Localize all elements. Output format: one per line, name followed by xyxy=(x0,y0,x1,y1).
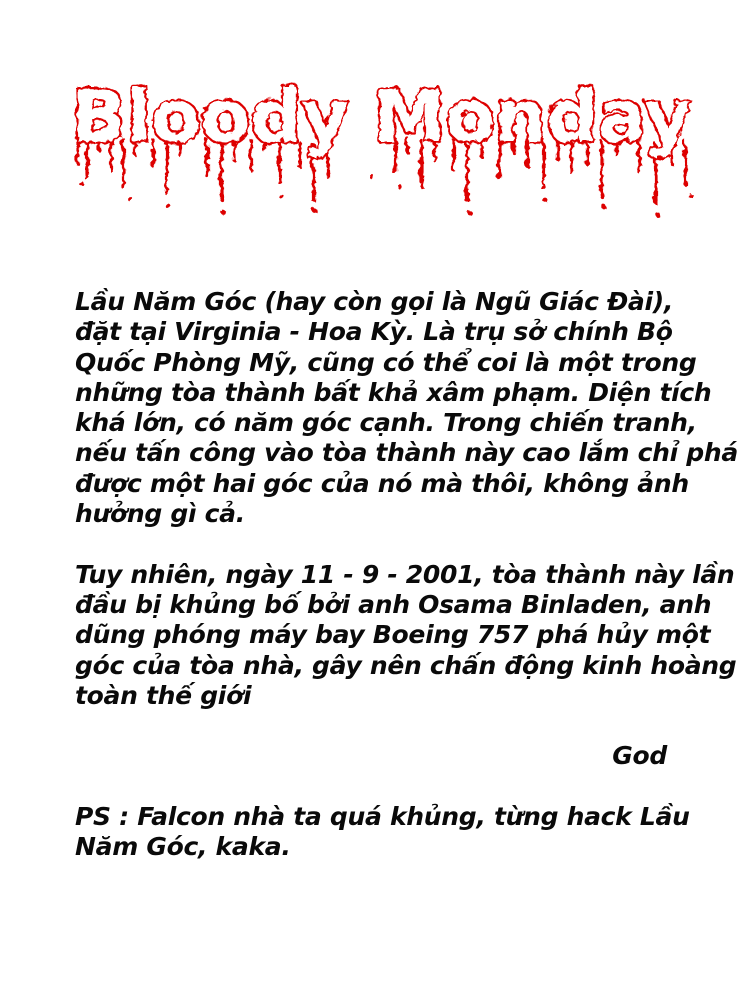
signature: God xyxy=(612,741,667,771)
text-line: khá lớn, có năm góc cạnh. Trong chiến tranh, xyxy=(75,408,697,438)
body-text xyxy=(75,287,738,863)
text-line: đặt tại Virginia - Hoa Kỳ. Là trụ sở chính Bộ xyxy=(75,317,673,347)
text-line: những tòa thành bất khả xâm phạm. Diện tích xyxy=(75,377,712,407)
text-line: Năm Góc, kaka. xyxy=(75,832,291,862)
text-line: góc của tòa nhà, gây nên chấn động kinh hoàng xyxy=(75,650,737,680)
text-line: Quốc Phòng Mỹ, cũng có thể coi là một trong xyxy=(75,347,697,377)
text-line: nếu tấn công vào tòa thành này cao lắm chỉ phá xyxy=(75,438,738,468)
text-line: dũng phóng máy bay Boeing 757 phá hủy một xyxy=(75,620,711,650)
text-line: được một hai góc của nó mà thôi, không ảnh xyxy=(75,468,689,498)
title-blood-svg xyxy=(70,73,700,227)
title-bloody-monday xyxy=(70,73,700,227)
text-line: Tuy nhiên, ngày 11 - 9 - 2001, tòa thành này lần xyxy=(75,559,735,589)
paragraph-1 xyxy=(75,287,738,529)
text-line: toàn thế giới xyxy=(75,680,252,710)
paragraph-2 xyxy=(75,559,737,711)
text-line: hưởng gì cả. xyxy=(75,499,245,529)
title-text: Bloody Monday xyxy=(70,73,690,157)
text-line: PS : Falcon nhà ta quá khủng, từng hack Lầu xyxy=(75,802,690,832)
postscript xyxy=(75,802,690,863)
text-line: đầu bị khủng bố bởi anh Osama Binladen, anh xyxy=(75,589,712,619)
text-line: Lầu Năm Góc (hay còn gọi là Ngũ Giác Đài), xyxy=(75,287,674,316)
